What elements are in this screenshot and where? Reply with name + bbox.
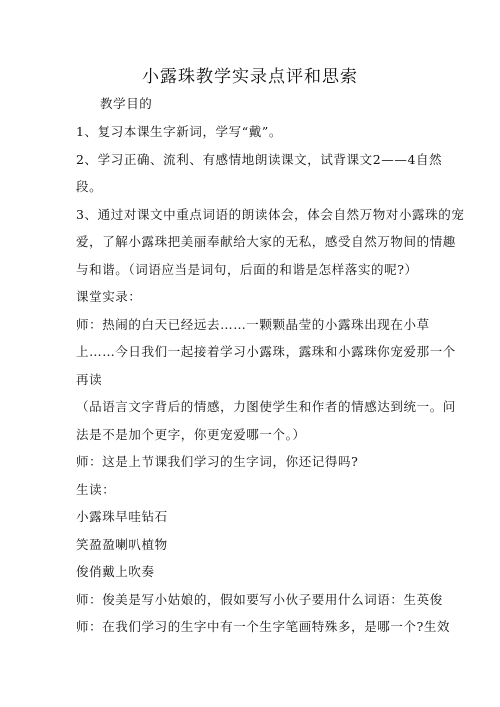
document-title: 小露珠教学实录点评和思索 (142, 67, 358, 87)
paragraph-line: 3、通过对课文中重点词语的朗读体会，体会自然万物对小露珠的宠 (76, 207, 465, 222)
paragraph-line: 1、复习本课生字新词，学写“戴”。 (76, 124, 282, 139)
paragraph-line: 师：在我们学习的生字中有一个生字笔画特殊多，是哪一个?生效 (76, 619, 451, 634)
paragraph-line: 法是不是加个更字，你更宠爱哪一个。） (76, 427, 306, 442)
paragraph-line: 小露珠早哇钻石 (76, 509, 168, 524)
section-heading-record: 课堂实录： (76, 289, 142, 304)
paragraph-line: 师：热闹的白天已经远去……一颗颗晶莹的小露珠出现在小草 (76, 317, 430, 332)
paragraph-line: 笑盈盈喇叭植物 (76, 537, 168, 552)
paragraph-line: 师：俊美是写小姑娘的，假如要写小伙子要用什么词语：生英俊 (76, 592, 443, 607)
paragraph-line: 2、学习正确、流利、有感情地朗读课文，试背课文2——4自然 (76, 152, 443, 167)
paragraph-line: 上……今日我们一起接着学习小露珠，露珠和小露珠你宠爱那一个 (76, 344, 456, 359)
paragraph-line: 俊俏戴上吹奏 (76, 564, 155, 579)
section-heading-objectives: 教学目的 (100, 96, 153, 111)
paragraph-line: 段。 (76, 179, 103, 194)
paragraph-line: （品语言文字背后的情感，力图使学生和作者的情感达到统一。问 (76, 399, 456, 414)
paragraph-line: 师：这是上节课我们学习的生字词，你还记得吗? (76, 454, 359, 469)
paragraph-line: 再读 (76, 372, 103, 387)
paragraph-line: 与和谐。（词语应当是词句，后面的和谐是怎样落实的呢?） (76, 262, 418, 277)
paragraph-line: 爱，了解小露珠把美丽奉献给大家的无私，感受自然万物间的情趣 (76, 234, 456, 249)
paragraph-line: 生读： (76, 482, 116, 497)
